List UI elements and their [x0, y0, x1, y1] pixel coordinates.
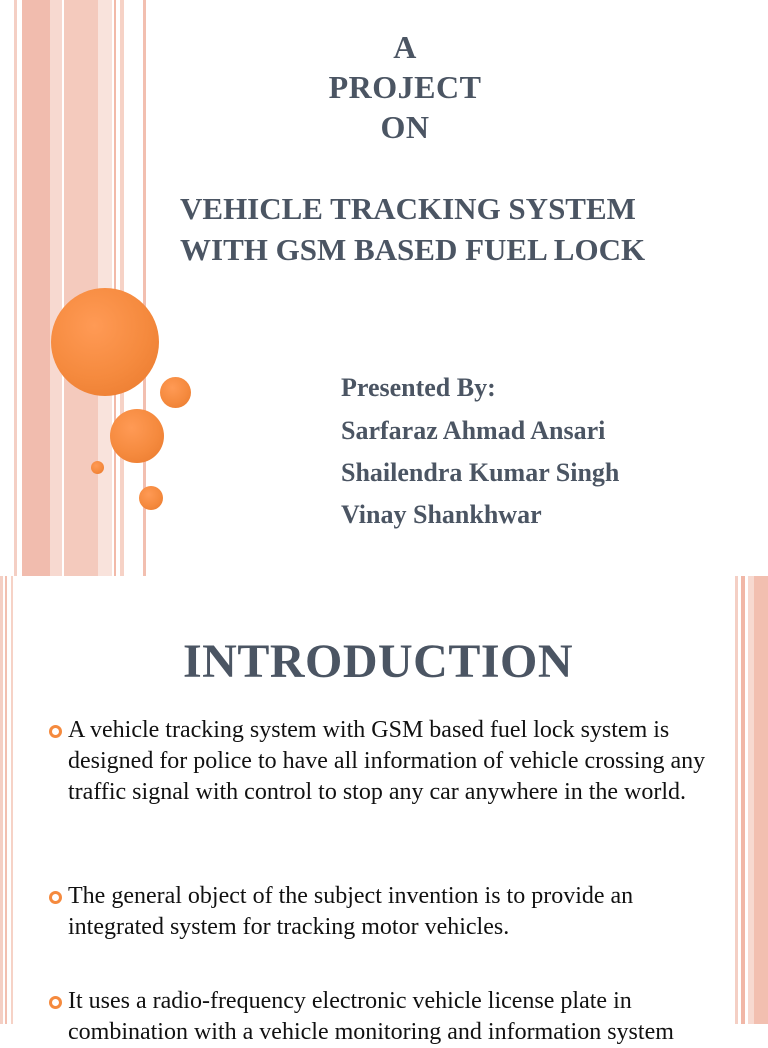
decor-stripe [22, 0, 50, 576]
bullet-circle-icon [49, 996, 62, 1009]
decor-stripe [64, 0, 98, 576]
bullet-text: It uses a radio-frequency electronic vehicle license plate in combination with a vehicle monitoring and information system [68, 988, 674, 1045]
decor-circle [139, 486, 163, 510]
bullet-circle-icon [49, 891, 62, 904]
decor-stripe [50, 0, 62, 576]
bullet-text: A vehicle tracking system with GSM based fuel lock system is designed for police to have all information of vehicle crossing any traffic signal with control to stop any car anywhere in the world. [68, 717, 706, 805]
decor-circle [160, 377, 191, 408]
title-line-2: PROJECT [328, 69, 482, 105]
decor-circle [110, 409, 164, 463]
project-title-line-1: VEHICLE TRACKING SYSTEM [180, 191, 636, 226]
presenter-name: Sarfaraz Ahmad Ansari [341, 416, 606, 445]
bullet-circle-icon [49, 725, 62, 738]
decor-stripe [120, 0, 124, 576]
title-line-1: A [393, 29, 417, 65]
decor-circle-small [91, 461, 104, 474]
bullet-item [45, 881, 725, 943]
project-title-line-2: WITH GSM BASED FUEL LOCK [180, 232, 646, 267]
bullet-item [45, 986, 725, 1048]
bullet-text: The general object of the subject invention is to provide an integrated system for tracking motor vehicles. [68, 883, 634, 940]
presenter-name: Shailendra Kumar Singh [341, 458, 620, 487]
introduction-slide [0, 576, 768, 1045]
decor-stripe [754, 576, 768, 1024]
bullet-item [45, 715, 725, 808]
title-line-3: ON [380, 109, 430, 145]
decor-stripe [14, 0, 17, 576]
slide-heading: INTRODUCTION [182, 635, 574, 688]
presenter-name: Vinay Shankhwar [341, 500, 542, 529]
decor-circle-large [51, 288, 159, 396]
presented-by-label: Presented By: [341, 373, 496, 402]
